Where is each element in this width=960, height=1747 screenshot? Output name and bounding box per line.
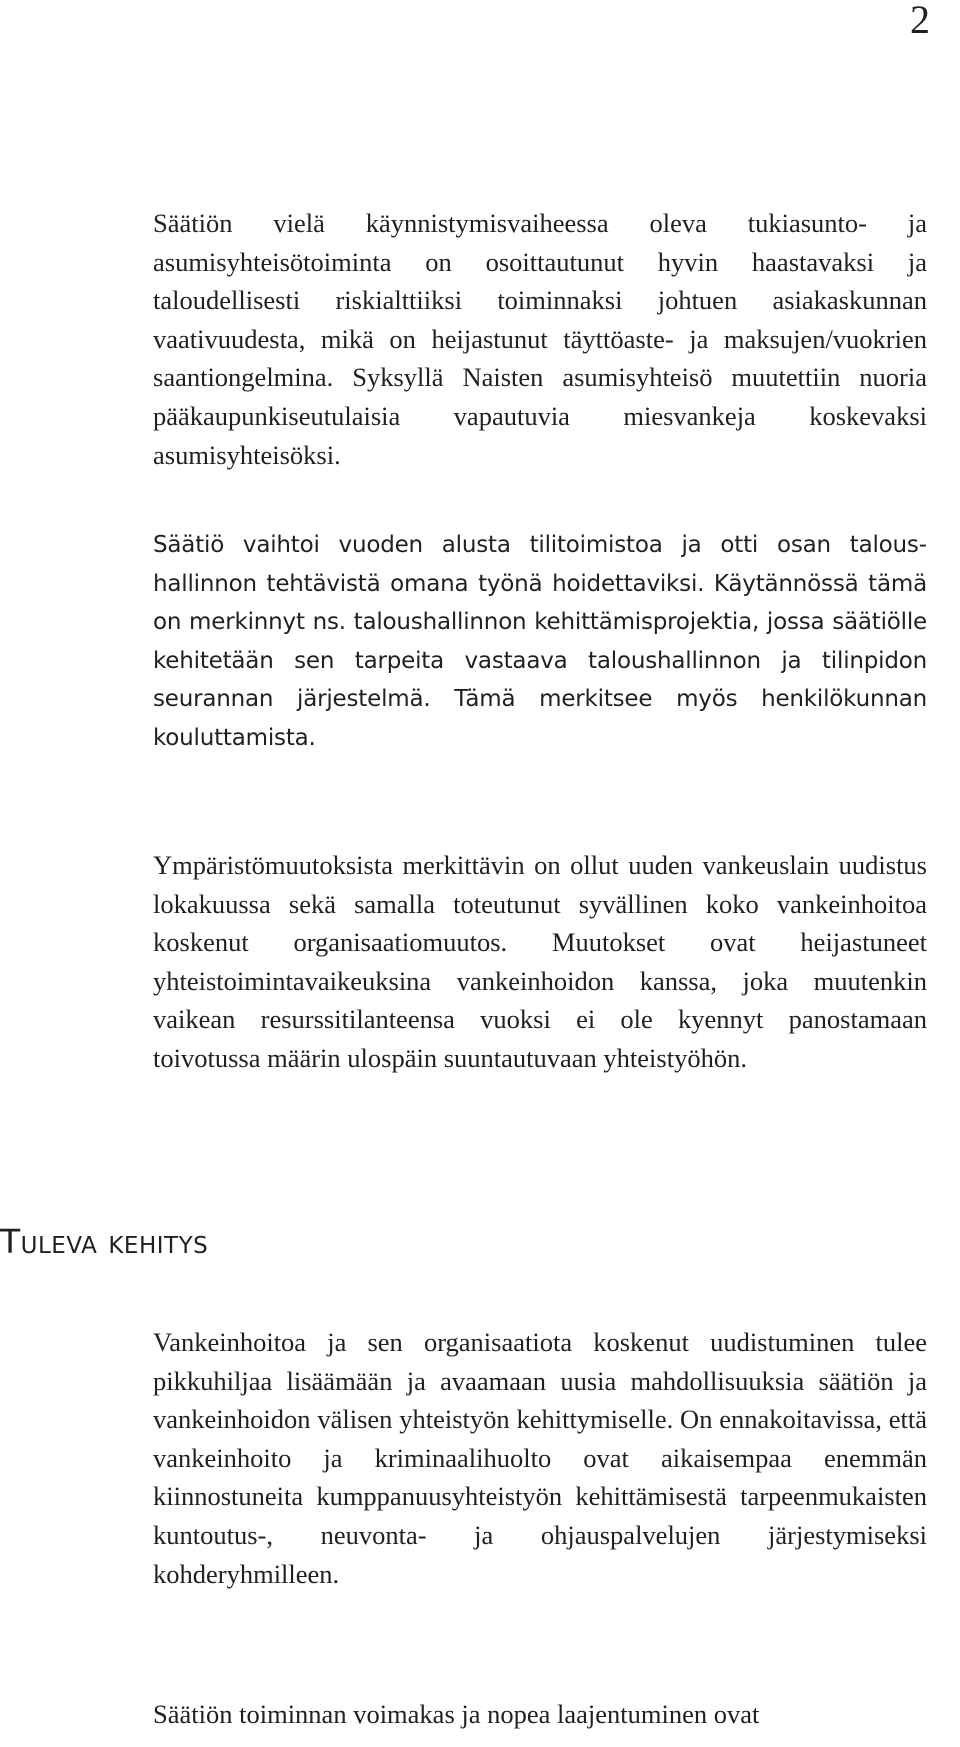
paragraph-future-development: Vankeinhoitoa ja sen organisaatiota koskenut uudistuminen tulee pikkuhiljaa lisäämään ja avaamaan uusia mahdollisuuksia säätiön ja vankeinhoidon välisen yhteistyön kehittymiselle. On ennakoitavissa, että vankeinhoito ja kriminaalihuolto ovat aikaisempaa enemmän kiinnostuneita kumppanuusyhteistyön kehittämisestä tarpeenmukaisten kuntoutus-, neuvonta- ja ohjauspalvelujen järjestymiseksi kohderyhmilleen. [153, 1327, 927, 1589]
paragraph-expansion: Säätiön toiminnan voimakas ja nopea laajentuminen ovat [153, 1699, 760, 1729]
section-heading: Tuleva kehitys [0, 1222, 209, 1261]
paragraph-housing-activities: Säätiön vielä käynnistymisvaiheessa oleva tukiasunto- ja asumisyhteisötoiminta on osoittautunut hyvin haastavaksi ja taloudellisesti riskialttiiksi toiminnaksi johtuen asiakaskunnan vaativuudesta, mikä on heijastunut täyttöaste- ja maksujen/vuokrien saantiongelmina. Syksyllä Naisten asumisyhteisö muutettiin nuoria pääkaupunkiseutulaisia vapautuvia miesvankeja koskevaksi asumisyhteisöksi. [153, 208, 927, 470]
page-number: 2 [910, 0, 930, 42]
paragraph-environment-changes: Ympäristömuutoksista merkittävin on ollut uuden vankeuslain uudistus lokakuussa sekä samalla toteutunut syvällinen koko vankeinhoitoa koskenut organisaatiomuutos. Muutokset ovat heijastuneet yhteistoimintavaikeuksina vankeinhoidon kanssa, joka muutenkin vaikean resurssitilanteensa vuoksi ei ole kyennyt panostamaan toivotussa määrin ulospäin suuntautuvaan yhteistyöhön. [153, 850, 927, 1073]
paragraph-accounting-change: Säätiö vaihtoi vuoden alusta tilitoimistoa ja otti osan taloushallinnon tehtävistä omana työnä hoidettaviksi. Käytännössä tämä on merkinnyt ns. taloushallinnon kehittämisprojektia, jossa säätiölle kehitetään sen tarpeita vastaava taloushallinnon ja tilinpidon seurannan järjestelmä. Tämä merkitsee myös henkilökunnan kouluttamista. [153, 532, 927, 751]
